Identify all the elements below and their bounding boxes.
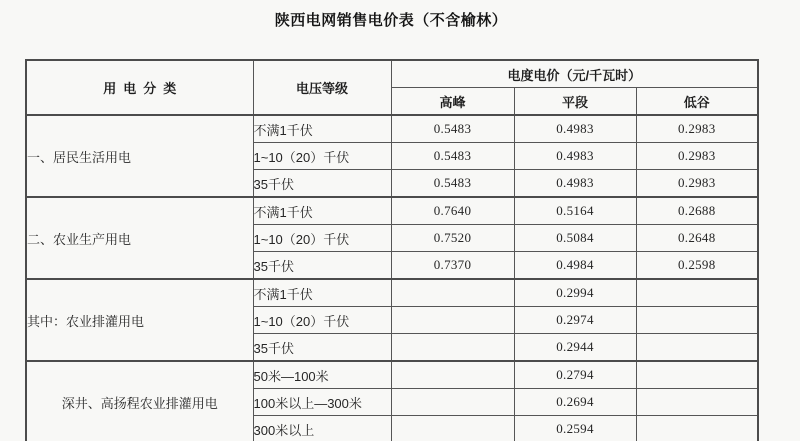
peak-price-cell: [391, 307, 514, 334]
flat-price-cell: 0.2994: [514, 279, 636, 307]
flat-price-cell: 0.2944: [514, 334, 636, 362]
voltage-cell: 100米以上—300米: [253, 389, 391, 416]
category-cell: 其中：农业排灌用电: [26, 279, 253, 361]
flat-price-cell: 0.2794: [514, 361, 636, 389]
peak-price-cell: 0.5483: [391, 115, 514, 143]
voltage-cell: 300米以上: [253, 416, 391, 441]
page-title: 陕西电网销售电价表（不含榆林）: [274, 12, 508, 29]
table-row: [26, 361, 758, 389]
voltage-cell: 不满1千伏: [253, 115, 391, 143]
flat-price-cell: 0.2974: [514, 307, 636, 334]
table-row: [26, 115, 758, 143]
flat-price-cell: 0.4983: [514, 170, 636, 198]
flat-price-cell: 0.4983: [514, 143, 636, 170]
category-cell: 深井、高扬程农业排灌用电: [26, 361, 253, 441]
valley-price-cell: 0.2983: [636, 170, 758, 198]
header-peak: 高峰: [391, 88, 514, 116]
flat-price-cell: 0.4984: [514, 252, 636, 280]
category-cell: 一、居民生活用电: [26, 115, 253, 197]
flat-price-cell: 0.2594: [514, 416, 636, 441]
valley-price-cell: 0.2688: [636, 197, 758, 225]
valley-price-cell: [636, 279, 758, 307]
peak-price-cell: [391, 389, 514, 416]
header-valley: 低谷: [636, 88, 758, 116]
voltage-cell: 1~10（20）千伏: [253, 307, 391, 334]
peak-price-cell: 0.7520: [391, 225, 514, 252]
voltage-cell: 50米—100米: [253, 361, 391, 389]
voltage-cell: 35千伏: [253, 252, 391, 280]
peak-price-cell: 0.7370: [391, 252, 514, 280]
voltage-cell: 35千伏: [253, 334, 391, 362]
voltage-cell: 不满1千伏: [253, 197, 391, 225]
valley-price-cell: 0.2983: [636, 115, 758, 143]
flat-price-cell: 0.2694: [514, 389, 636, 416]
peak-price-cell: [391, 416, 514, 441]
peak-price-cell: 0.5483: [391, 170, 514, 198]
header-row-1: [26, 60, 758, 88]
valley-price-cell: 0.2648: [636, 225, 758, 252]
valley-price-cell: [636, 361, 758, 389]
valley-price-cell: [636, 389, 758, 416]
price-table: [25, 59, 759, 441]
voltage-cell: 1~10（20）千伏: [253, 225, 391, 252]
table-row: [26, 279, 758, 307]
peak-price-cell: [391, 334, 514, 362]
peak-price-cell: [391, 361, 514, 389]
table-row: [26, 197, 758, 225]
flat-price-cell: 0.4983: [514, 115, 636, 143]
voltage-cell: 1~10（20）千伏: [253, 143, 391, 170]
flat-price-cell: 0.5084: [514, 225, 636, 252]
valley-price-cell: 0.2598: [636, 252, 758, 280]
valley-price-cell: [636, 307, 758, 334]
header-category: 用电分类: [26, 60, 253, 115]
peak-price-cell: 0.7640: [391, 197, 514, 225]
header-price-group: 电度电价（元/千瓦时）: [391, 60, 758, 88]
voltage-cell: 35千伏: [253, 170, 391, 198]
voltage-cell: 不满1千伏: [253, 279, 391, 307]
valley-price-cell: 0.2983: [636, 143, 758, 170]
category-cell: 二、农业生产用电: [26, 197, 253, 279]
valley-price-cell: [636, 416, 758, 441]
peak-price-cell: 0.5483: [391, 143, 514, 170]
valley-price-cell: [636, 334, 758, 362]
header-flat: 平段: [514, 88, 636, 116]
peak-price-cell: [391, 279, 514, 307]
header-voltage: 电压等级: [253, 60, 391, 115]
flat-price-cell: 0.5164: [514, 197, 636, 225]
